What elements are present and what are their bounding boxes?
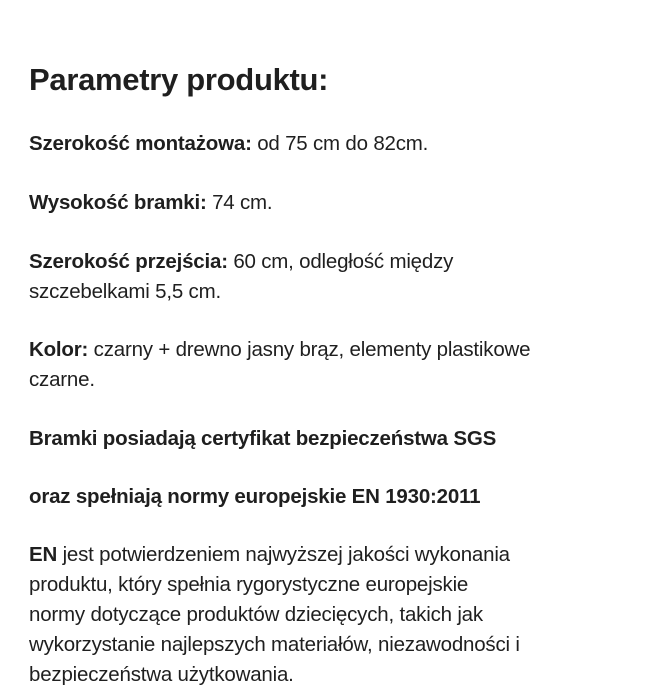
param-value: 60 cm, odległość między	[227, 250, 454, 273]
param-label: Szerokość montażowa:	[29, 132, 252, 155]
param-value-continued: szczebelkami 5,5 cm.	[29, 280, 221, 303]
param-mounting-width	[29, 129, 649, 159]
en-label: EN	[29, 543, 58, 566]
en-text-line: normy dotyczące produktów dziecięcych, takich jak	[29, 603, 483, 626]
certificate-line-2: oraz spełniają normy europejskie EN 1930:2011	[29, 485, 481, 508]
param-label: Wysokość bramki:	[29, 191, 207, 214]
param-passage-width	[29, 247, 649, 307]
page-title: Parametry produktu:	[29, 62, 329, 97]
param-value: czarny + drewno jasny brąz, elementy plastikowe	[88, 338, 531, 361]
en-description	[29, 540, 649, 690]
en-text-line: wykorzystanie najlepszych materiałów, niezawodności i	[29, 633, 520, 656]
param-gate-height	[29, 188, 649, 218]
param-value: od 75 cm do 82cm.	[251, 132, 429, 155]
param-label: Kolor:	[29, 338, 89, 361]
param-label: Szerokość przejścia:	[29, 250, 228, 273]
en-text-line: bezpieczeństwa użytkowania.	[29, 663, 294, 686]
param-value: 74 cm.	[206, 191, 273, 214]
en-text-line: jest potwierdzeniem najwyższej jakości wykonania	[57, 543, 510, 566]
en-text-line: produktu, który spełnia rygorystyczne europejskie	[29, 573, 469, 596]
param-value-continued: czarne.	[29, 368, 95, 391]
certificate-line-1: Bramki posiadają certyfikat bezpieczeństwa SGS	[29, 427, 497, 450]
param-color	[29, 335, 649, 395]
